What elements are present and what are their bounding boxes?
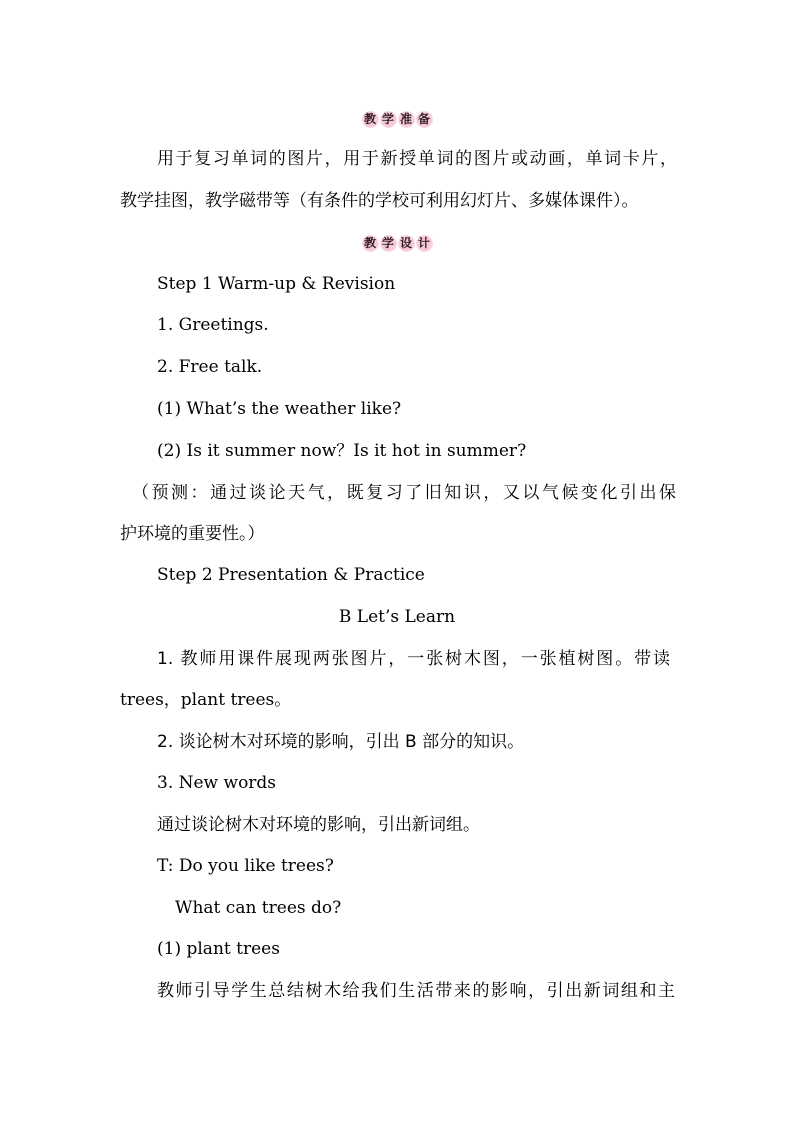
- heading-char: 计: [416, 235, 433, 252]
- heading-char: 备: [416, 111, 433, 128]
- free-talk-item: 2. Free talk.: [157, 357, 263, 377]
- prediction-note-line-1: （预测：通过谈论天气，既复习了旧知识，又以气候变化引出保: [132, 483, 676, 503]
- item3-title: 3. New words: [157, 773, 277, 793]
- heading-char: 教: [362, 111, 379, 128]
- item1-line-1: 1. 教师用课件展现两张图片，一张树木图，一张植树图。带读: [157, 649, 670, 669]
- prep-line-1: 用于复习单词的图片，用于新授单词的图片或动画，单词卡片，: [157, 149, 677, 169]
- section-heading-teaching-design: [0, 232, 794, 254]
- item2-line: 2. 谈论树木对环境的影响，引出 B 部分的知识。: [157, 732, 525, 752]
- item3-description: 通过谈论树木对环境的影响，引出新词组。: [157, 815, 480, 835]
- item1-line-2: trees，plant trees。: [120, 690, 292, 710]
- heading-char: 学: [380, 235, 397, 252]
- step1-title: Step 1 Warm-up & Revision: [157, 274, 396, 294]
- heading-badge: [362, 235, 433, 252]
- heading-char: 学: [380, 111, 397, 128]
- question-2: (2) Is it summer now？Is it hot in summer?: [157, 441, 527, 461]
- step2-title: Step 2 Presentation & Practice: [157, 565, 425, 585]
- heading-char: 教: [362, 235, 379, 252]
- plant-trees-item: (1) plant trees: [157, 939, 280, 959]
- heading-char: 准: [398, 111, 415, 128]
- question-1: (1) What’s the weather like?: [157, 399, 402, 419]
- teacher-guidance-line: 教师引导学生总结树木给我们生活带来的影响，引出新词组和主: [157, 981, 675, 1001]
- heading-char: 设: [398, 235, 415, 252]
- prep-line-2: 教学挂图，教学磁带等（有条件的学校可利用幻灯片、多媒体课件）。: [120, 191, 639, 211]
- heading-badge: [362, 111, 433, 128]
- teacher-question-2: What can trees do?: [175, 898, 342, 918]
- section-b-title: B Let’s Learn: [338, 607, 456, 627]
- greetings-item: 1. Greetings.: [157, 315, 269, 335]
- section-heading-teaching-prep: [0, 108, 794, 130]
- teacher-question-1: T: Do you like trees?: [157, 856, 334, 876]
- prediction-note-line-2: 护环境的重要性。）: [120, 524, 265, 544]
